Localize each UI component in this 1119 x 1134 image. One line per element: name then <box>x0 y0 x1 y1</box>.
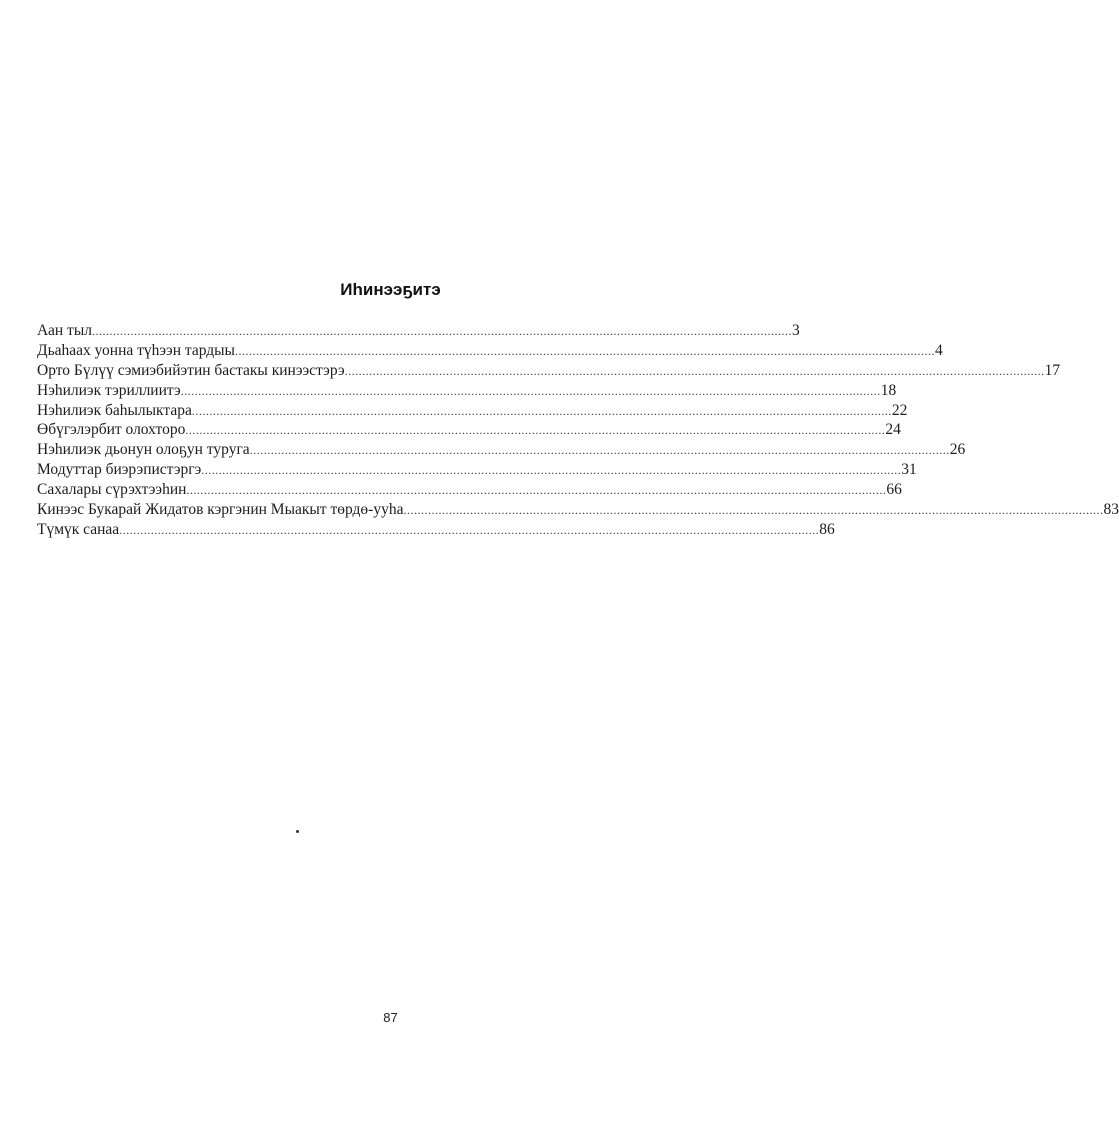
toc-entry-title: Нэһилиэк тэриллиитэ <box>37 381 181 399</box>
toc-leader-dots: ........................................................................................................................................................................................................ <box>201 463 902 478</box>
toc-entry <box>37 420 901 440</box>
toc-leader-dots: ........................................................................................................................................................................................................ <box>119 522 820 537</box>
toc-entry-page: 31 <box>901 461 917 479</box>
toc-entry-title: Өбүгэлэрбит олохторо <box>37 421 186 439</box>
toc-entry <box>37 361 1061 381</box>
toc-entry-page: 83 <box>1103 501 1119 519</box>
toc-entry-page: 26 <box>949 441 966 459</box>
toc-heading: Иһинээҕитэ <box>340 280 441 299</box>
toc-leader-dots: ........................................................................................................................................................................................................ <box>186 483 887 498</box>
toc-entry-title: Нэһилиэк дьонун олоҕун туруга <box>37 441 250 459</box>
toc-entry-title: Модуттар биэрэпистэргэ <box>37 461 202 479</box>
toc-entry <box>37 341 943 361</box>
toc-entry-title: Кинээс Букарай Жидатов кэргэнин Мыакыт төрдө-ууһа <box>37 501 404 519</box>
page-number: 87 <box>383 1010 398 1025</box>
toc-entry <box>37 480 902 500</box>
toc-leader-dots: ........................................................................................................................................................................................................ <box>191 403 892 418</box>
toc-entry <box>37 460 917 480</box>
toc-entry <box>37 520 835 540</box>
toc-entry-page: 3 <box>791 322 800 339</box>
toc-entry <box>37 401 908 421</box>
table-of-contents <box>37 321 1119 540</box>
toc-entry-page: 4 <box>934 341 943 359</box>
toc-entry-title: Дьаһаах уонна түһээн тардыы <box>37 341 235 359</box>
toc-leader-dots: ........................................................................................................................................................................................................ <box>91 324 792 338</box>
toc-entry-page: 86 <box>819 520 835 538</box>
toc-entry-page: 18 <box>880 381 897 399</box>
toc-entry-page: 24 <box>885 421 901 439</box>
toc-leader-dots: ........................................................................................................................................................................................................ <box>344 363 1045 378</box>
toc-entry-title: Аан тыл <box>37 322 92 339</box>
toc-leader-dots: ........................................................................................................................................................................................................ <box>234 343 935 358</box>
toc-entry-title: Нэһилиэк баһылыктара <box>37 401 192 419</box>
toc-entry <box>37 321 800 341</box>
toc-entry-page: 66 <box>886 481 902 499</box>
toc-entry <box>37 381 897 401</box>
toc-leader-dots: ........................................................................................................................................................................................................ <box>185 423 886 438</box>
toc-leader-dots: ........................................................................................................................................................................................................ <box>180 383 881 398</box>
toc-leader-dots: ........................................................................................................................................................................................................ <box>249 443 950 458</box>
toc-entry-page: 22 <box>891 401 908 419</box>
toc-entry-page: 17 <box>1044 361 1061 379</box>
toc-entry <box>37 500 1119 520</box>
toc-entry <box>37 440 966 460</box>
toc-leader-dots: ........................................................................................................................................................................................................ <box>403 503 1104 518</box>
toc-entry-title: Түмүк санаа <box>37 520 120 538</box>
toc-entry-title: Орто Бүлүү сэмиэбийэтин бастакы кинээстэрэ <box>37 361 345 379</box>
stray-dot-mark <box>296 830 299 833</box>
toc-entry-title: Сахалары сүрэхтээһин <box>37 481 187 499</box>
